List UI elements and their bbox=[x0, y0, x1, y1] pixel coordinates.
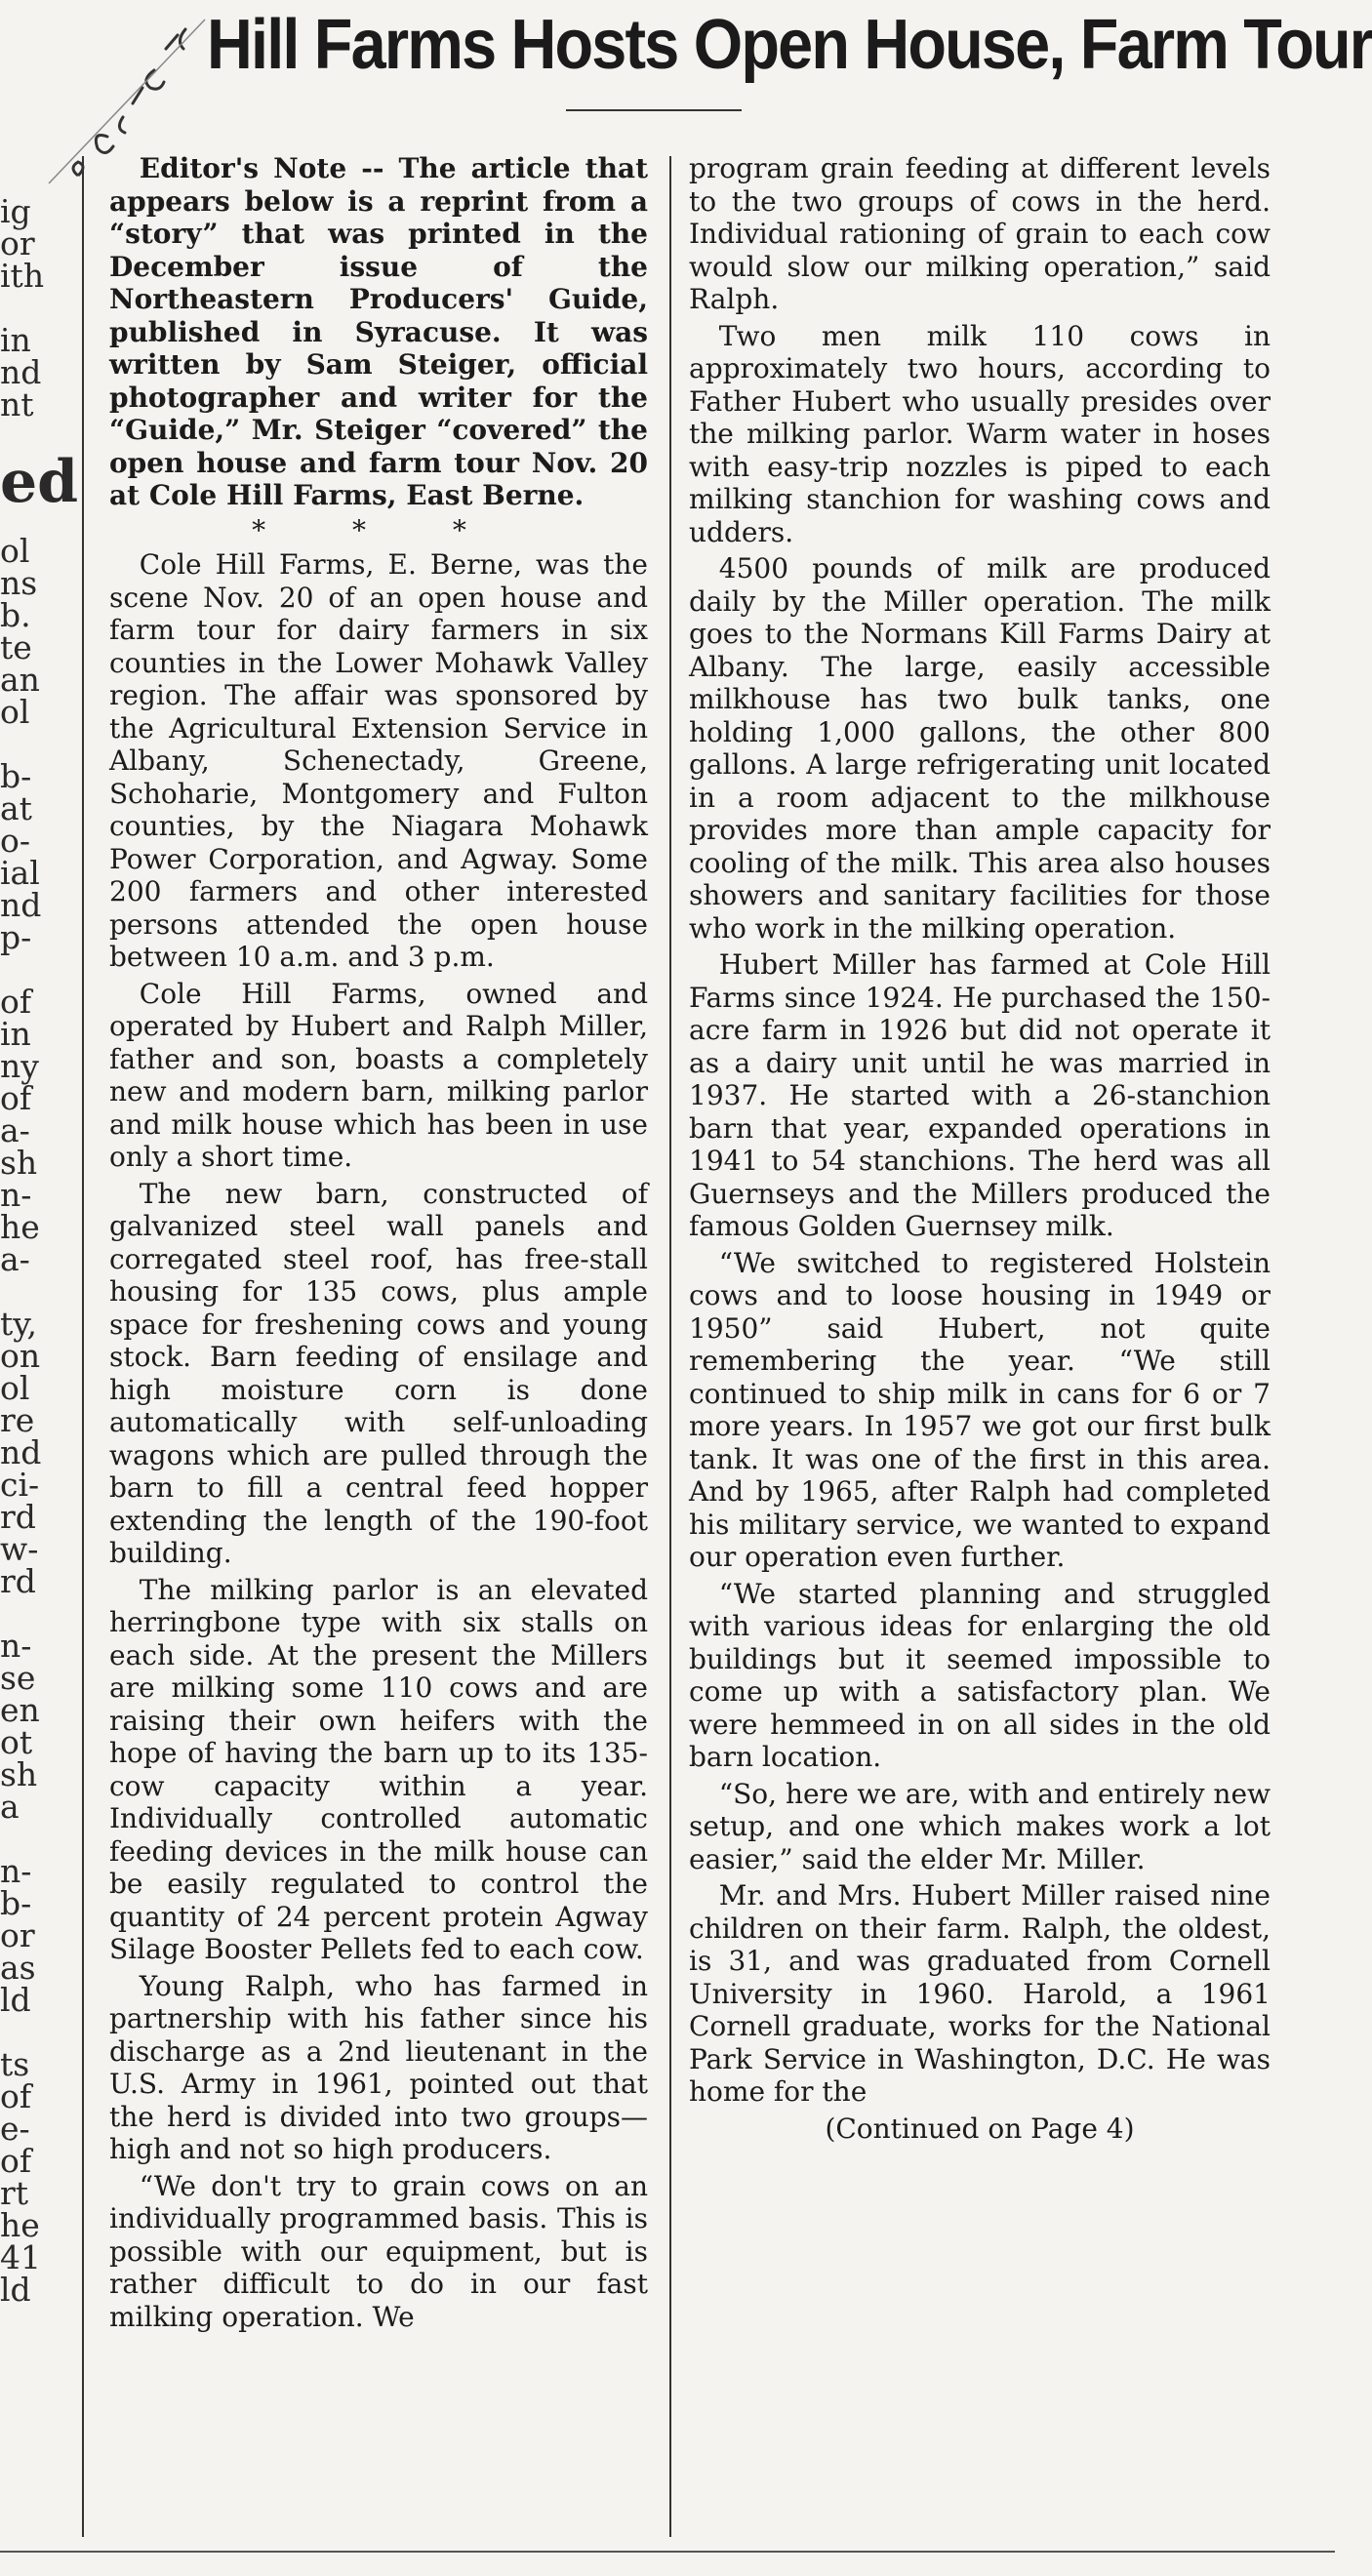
margin-fragment: re bbox=[0, 1401, 35, 1439]
margin-fragment: n- bbox=[0, 1176, 32, 1214]
margin-fragment bbox=[0, 1823, 59, 1855]
margin-fragment: rd bbox=[0, 1562, 36, 1600]
margin-fragment: en bbox=[0, 1691, 40, 1729]
margin-fragment: or bbox=[0, 224, 35, 262]
margin-fragment: sh bbox=[0, 1755, 38, 1793]
margin-fragment bbox=[0, 1597, 59, 1630]
margin-fragment: at bbox=[0, 789, 32, 827]
margin-fragment: nd bbox=[0, 886, 42, 924]
margin-fragment: p- bbox=[0, 918, 32, 956]
margin-fragment: nd bbox=[0, 353, 42, 391]
margin-fragment: or bbox=[0, 1916, 35, 1954]
margin-fragment bbox=[0, 1275, 59, 1308]
margin-fragment: of bbox=[0, 2077, 32, 2115]
margin-fragment bbox=[0, 292, 59, 324]
margin-fragment: ot bbox=[0, 1723, 33, 1761]
paragraph: Hubert Miller has farmed at Cole Hill Farms since 1924. He purchased the 150-acre farm in 1926 but did not operate it as a dairy unit until he was married in 1937. He started with a 26-stanchion barn that year, expanded operations in 1941 to 54 stanchions. The herd was all Guernseys and the Millers produced the famous Golden Guernsey milk. bbox=[689, 948, 1271, 1242]
margin-fragment: ci- bbox=[0, 1466, 40, 1504]
paragraph: “So, here we are, with and entirely new setup, and one which makes work a lot easier,” said the elder Mr. Miller. bbox=[689, 1777, 1271, 1875]
paragraph: 4500 pounds of milk are produced daily by the Miller operation. The milk goes to the Normans Kill Farms Dairy at Albany. The large, easily accessible milkhouse has two bulk tanks, one holding 1,000 gallons, the other 800 gallons. A large refrigerating unit located in a room adjacent to the milkhouse provides more than ample capacity for cooling of the milk. This area also houses showers and sanitary facilities for those who work in the milking operation. bbox=[689, 552, 1271, 945]
margin-fragment: ns bbox=[0, 564, 38, 602]
margin-fragment: in bbox=[0, 1015, 31, 1053]
margin-fragment bbox=[0, 728, 59, 760]
margin-fragment: an bbox=[0, 661, 40, 699]
column-rule-left bbox=[82, 156, 84, 2537]
margin-fragment: ol bbox=[0, 1369, 30, 1407]
margin-fragment: rt bbox=[0, 2174, 29, 2212]
headline-divider bbox=[566, 109, 742, 111]
margin-fragment bbox=[0, 953, 59, 986]
margin-fragment: se bbox=[0, 1659, 36, 1697]
margin-fragment: in bbox=[0, 321, 31, 359]
margin-fragment: a- bbox=[0, 1111, 30, 1149]
margin-fragment: w- bbox=[0, 1530, 39, 1568]
separator-stars: * * * bbox=[252, 513, 505, 546]
margin-fragment: ty, bbox=[0, 1305, 38, 1343]
paragraph: “We don't try to grain cows on an individually programmed basis. This is possible with our equipment, but is rather difficult to do in our fast milking operation. We bbox=[109, 2169, 648, 2333]
margin-fragment: a- bbox=[0, 1240, 30, 1278]
margin-fragment: as bbox=[0, 1949, 36, 1987]
article-column-right bbox=[689, 152, 1271, 2145]
paragraph: Mr. and Mrs. Hubert Miller raised nine children on their farm. Ralph, the oldest, is 31, and was graduated from Cornell University in 1960. Harold, a 1961 Cornell graduate, works for the National Park Service in Washington, D.C. He was home for the bbox=[689, 1879, 1271, 2108]
margin-fragment: te bbox=[0, 628, 32, 666]
margin-fragment: ig bbox=[0, 192, 31, 230]
editors-note: Editor's Note -- The article that appears below is a reprint from a “story” that was printed in the December issue of the Northeastern Producers' Guide, published in Syracuse. It was written by Sam Steiger, official photographer and writer for the “Guide,” Mr. Steiger “covered” the open house and farm tour Nov. 20 at Cole Hill Farms, East Berne. bbox=[109, 152, 648, 511]
paragraph: Cole Hill Farms, E. Berne, was the scene Nov. 20 of an open house and farm tour for dairy farmers in six counties in the Lower Mohawk Valley region. The affair was sponsored by the Agricultural Extension Service in Albany, Schenectady, Greene, Schoharie, Montgomery and Fulton counties, by the Niagara Mohawk Power Corporation, and Agway. Some 200 farmers and other interested persons attended the open house between 10 a.m. and 3 p.m. bbox=[109, 548, 648, 973]
paragraph: “We started planning and struggled with various ideas for enlarging the old buildings but it seemed impossible to come up with a satisfactory plan. We were hemmeed in on all sides in the old barn location. bbox=[689, 1577, 1271, 1773]
margin-fragment: ts bbox=[0, 2045, 30, 2083]
margin-fragment: b- bbox=[0, 1884, 32, 1922]
margin-fragment: nd bbox=[0, 1433, 42, 1471]
margin-fragment: b- bbox=[0, 757, 32, 795]
margin-fragment: of bbox=[0, 983, 32, 1021]
article-column-left bbox=[109, 152, 648, 2333]
margin-fragment: a bbox=[0, 1788, 20, 1826]
margin-fragment: ith bbox=[0, 257, 45, 295]
margin-fragment: sh bbox=[0, 1144, 38, 1182]
margin-fragment: nt bbox=[0, 385, 34, 423]
headline: Hill Farms Hosts Open House, Farm Tour bbox=[207, 6, 1372, 84]
margin-fragment: ial bbox=[0, 854, 40, 892]
margin-fragment: ol bbox=[0, 693, 30, 731]
paragraph: “We switched to registered Holstein cows and to loose housing in 1949 or 1950” said Hubert, not quite remembering the year. “We still continued to ship milk in cans for 6 or 7 more years. In 1957 we got our first bulk tank. It was one of the first in this area. And by 1965, after Ralph had completed his military service, we wanted to expand our operation even further. bbox=[689, 1246, 1271, 1573]
margin-fragment: n- bbox=[0, 1852, 32, 1890]
margin-fragment: he bbox=[0, 1208, 40, 1246]
margin-fragment bbox=[0, 2016, 59, 2048]
bottom-rule bbox=[0, 2551, 1335, 2553]
margin-fragment: ld bbox=[0, 2271, 31, 2309]
paragraph: Cole Hill Farms, owned and operated by Hubert and Ralph Miller, father and son, boasts a completely new and modern barn, milking parlor and milk house which has been in use only a short time. bbox=[109, 977, 648, 1173]
continued-notice: (Continued on Page 4) bbox=[825, 2112, 1135, 2145]
margin-fragment: on bbox=[0, 1337, 41, 1375]
margin-fragment: n- bbox=[0, 1627, 32, 1665]
margin-fragment: of bbox=[0, 2142, 32, 2180]
column-rule-middle bbox=[669, 156, 671, 2537]
margin-fragment: ol bbox=[0, 532, 30, 570]
margin-fragment: o- bbox=[0, 822, 31, 860]
margin-fragment: of bbox=[0, 1079, 32, 1117]
cut-off-adjacent-column bbox=[0, 192, 79, 2309]
margin-fragment: rd bbox=[0, 1498, 36, 1536]
margin-fragment: b. bbox=[0, 596, 31, 634]
margin-fragment: ny bbox=[0, 1047, 39, 1085]
paragraph-continuation: program grain feeding at different levels to the two groups of cows in the herd. Individual rationing of grain to each cow would slow our milking operation,” said Ralph. bbox=[689, 152, 1271, 315]
margin-fragment: 41 bbox=[0, 2238, 41, 2276]
margin-fragment: he bbox=[0, 2206, 40, 2244]
paragraph: The new barn, constructed of galvanized steel wall panels and corregated steel roof, has free-stall housing for 135 cows, plus ample space for freshening cows and young stock. Barn feeding of ensilage and high moisture corn is done automatically with self-unloading wagons which are pulled through the barn to fill a central feed hopper extending the length of the 190-foot building. bbox=[109, 1177, 648, 1569]
paragraph: Young Ralph, who has farmed in partnership with his father since his discharge as a 2nd lieutenant in the U.S. Army in 1961, pointed out that the herd is divided into two groups—high and not so high producers. bbox=[109, 1969, 648, 2165]
margin-fragment: ld bbox=[0, 1981, 31, 2019]
margin-fragment: e- bbox=[0, 2110, 30, 2148]
paragraph: Two men milk 110 cows in approximately two hours, according to Father Hubert who usually presides over the milking parlor. Warm water in hoses with easy-trip nozzles is piped to each milking stanchion for washing cows and udders. bbox=[689, 319, 1271, 548]
paragraph: The milking parlor is an elevated herringbone type with six stalls on each side. At the present the Millers are milking some 110 cows and are raising their own heifers with the hope of having the barn up to its 135-cow capacity within a year. Individually controlled automatic feeding devices in the milk house can be easily regulated to control the quantity of 24 percent protein Agway Silage Booster Pellets fed to each cow. bbox=[109, 1573, 648, 1965]
margin-fragment: ed bbox=[0, 448, 79, 516]
